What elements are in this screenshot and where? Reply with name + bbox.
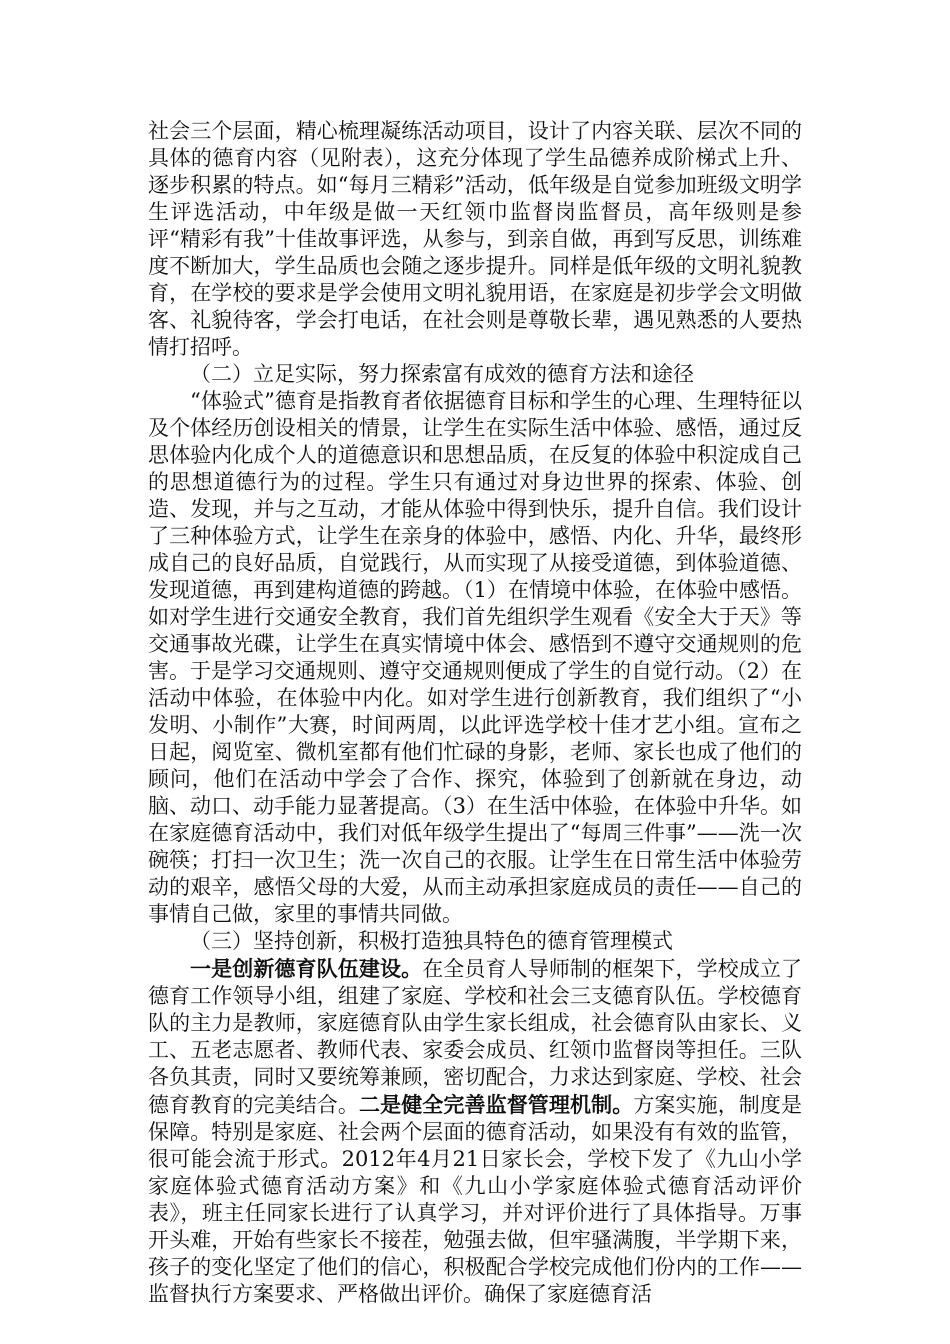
bold-lead-2: 二是健全完善监督管理机制。	[359, 1092, 634, 1117]
paragraph-text-2: 方案实施，制度是保障。特别是家庭、社会两个层面的德育活动，如果没有有效的监管，很可能会流于形式。2012年4月21日家长会，学校下发了《九山小学家庭体验式德育活动方案》和《九山小学家庭体验式德育活动评价表》，班主任同家长进行了认真学习，并对评价进行了具体指导。万事开头难，开始有些家长不接茬，勉强去做，但牢骚满腹，半学期下来，孩子的变化坚定了他们的信心，积极配合学校完成他们份内的工作——监督执行方案要求、严格做出评价。确保了家庭德育活	[148, 1093, 803, 1306]
section-heading-3: （三）坚持创新，积极打造独具特色的德育管理模式	[190, 929, 673, 953]
paragraph-management-model	[148, 955, 802, 1308]
paragraph-continuation: 社会三个层面，精心梳理凝练活动项目，设计了内容关联、层次不同的具体的德育内容（见附表），这充分体现了学生品德养成阶梯式上升、逐步积累的特点。如“每月三精彩”活动，低年级是自觉参加班级文明学生评选活动，中年级是做一天红领巾监督岗监督员，高年级则是参评“精彩有我”十佳故事评选，从参与，到亲自做，再到写反思，训练难度不断加大，学生品质也会随之逐步提升。同样是低年级的文明礼貌教育，在学校的要求是学会使用文明礼貌用语，在家庭是初步学会文明做客、礼貌待客，学会打电话，在社会则是尊敬长辈，遇见熟悉的人要热情打招呼。	[148, 119, 802, 359]
paragraph-text-1: 在全员育人导师制的框架下，学校成立了德育工作领导小组，组建了家庭、学校和社会三支德育队伍。学校德育队的主力是教师，家庭德育队由学生家长组成，社会德育队由家长、义工、五老志愿者、教师代表、家委会成员、红领巾监督岗等担任。三队各负其责，同时又要统筹兼顾，密切配合，力求达到家庭、学校、社会德育教育的完美结合。	[148, 957, 803, 1117]
section-heading-2: （二）立足实际，努力探索富有成效的德育方法和途径	[190, 362, 694, 386]
document-page	[148, 118, 802, 1308]
paragraph-experiential-education: “体验式”德育是指教育者依据德育目标和学生的心理、生理特征以及个体经历创设相关的情景，让学生在实际生活中体验、感悟，通过反思体验内化成个人的道德意识和思想品质，在反复的体验中积淀成自己的思想道德行为的过程。学生只有通过对身边世界的探索、体验、创造、发现，并与之互动，才能从体验中得到快乐，提升自信。我们设计了三种体验方式，让学生在亲身的体验中，感悟、内化、升华，最终形成自己的良好品质，自觉践行，从而实现了从接受道德，到体验道德、发现道德，再到建构道德的跨越。（1）在情境中体验，在体验中感悟。如对学生进行交通安全教育，我们首先组织学生观看《安全大于天》等交通事故光碟，让学生在真实情境中体会、感悟到不遵守交通规则的危害。于是学习交通规则、遵守交通规则便成了学生的自觉行动。（2）在活动中体验，在体验中内化。如对学生进行创新教育，我们组织了“小发明、小制作”大赛，时间两周，以此评选学校十佳才艺小组。宣布之日起，阅览室、微机室都有他们忙碌的身影，老师、家长也成了他们的顾问，他们在活动中学会了合作、探究，体验到了创新就在身边，动脑、动口、动手能力显著提高。（3）在生活中体验，在体验中升华。如在家庭德育活动中，我们对低年级学生提出了“每周三件事”——洗一次碗筷；打扫一次卫生；洗一次自己的衣服。让学生在日常生活中体验劳动的艰辛，感悟父母的大爱，从而主动承担家庭成员的责任——自己的事情自己做，家里的事情共同做。	[148, 389, 802, 926]
bold-lead-1: 一是创新德育队伍建设。	[190, 956, 423, 981]
